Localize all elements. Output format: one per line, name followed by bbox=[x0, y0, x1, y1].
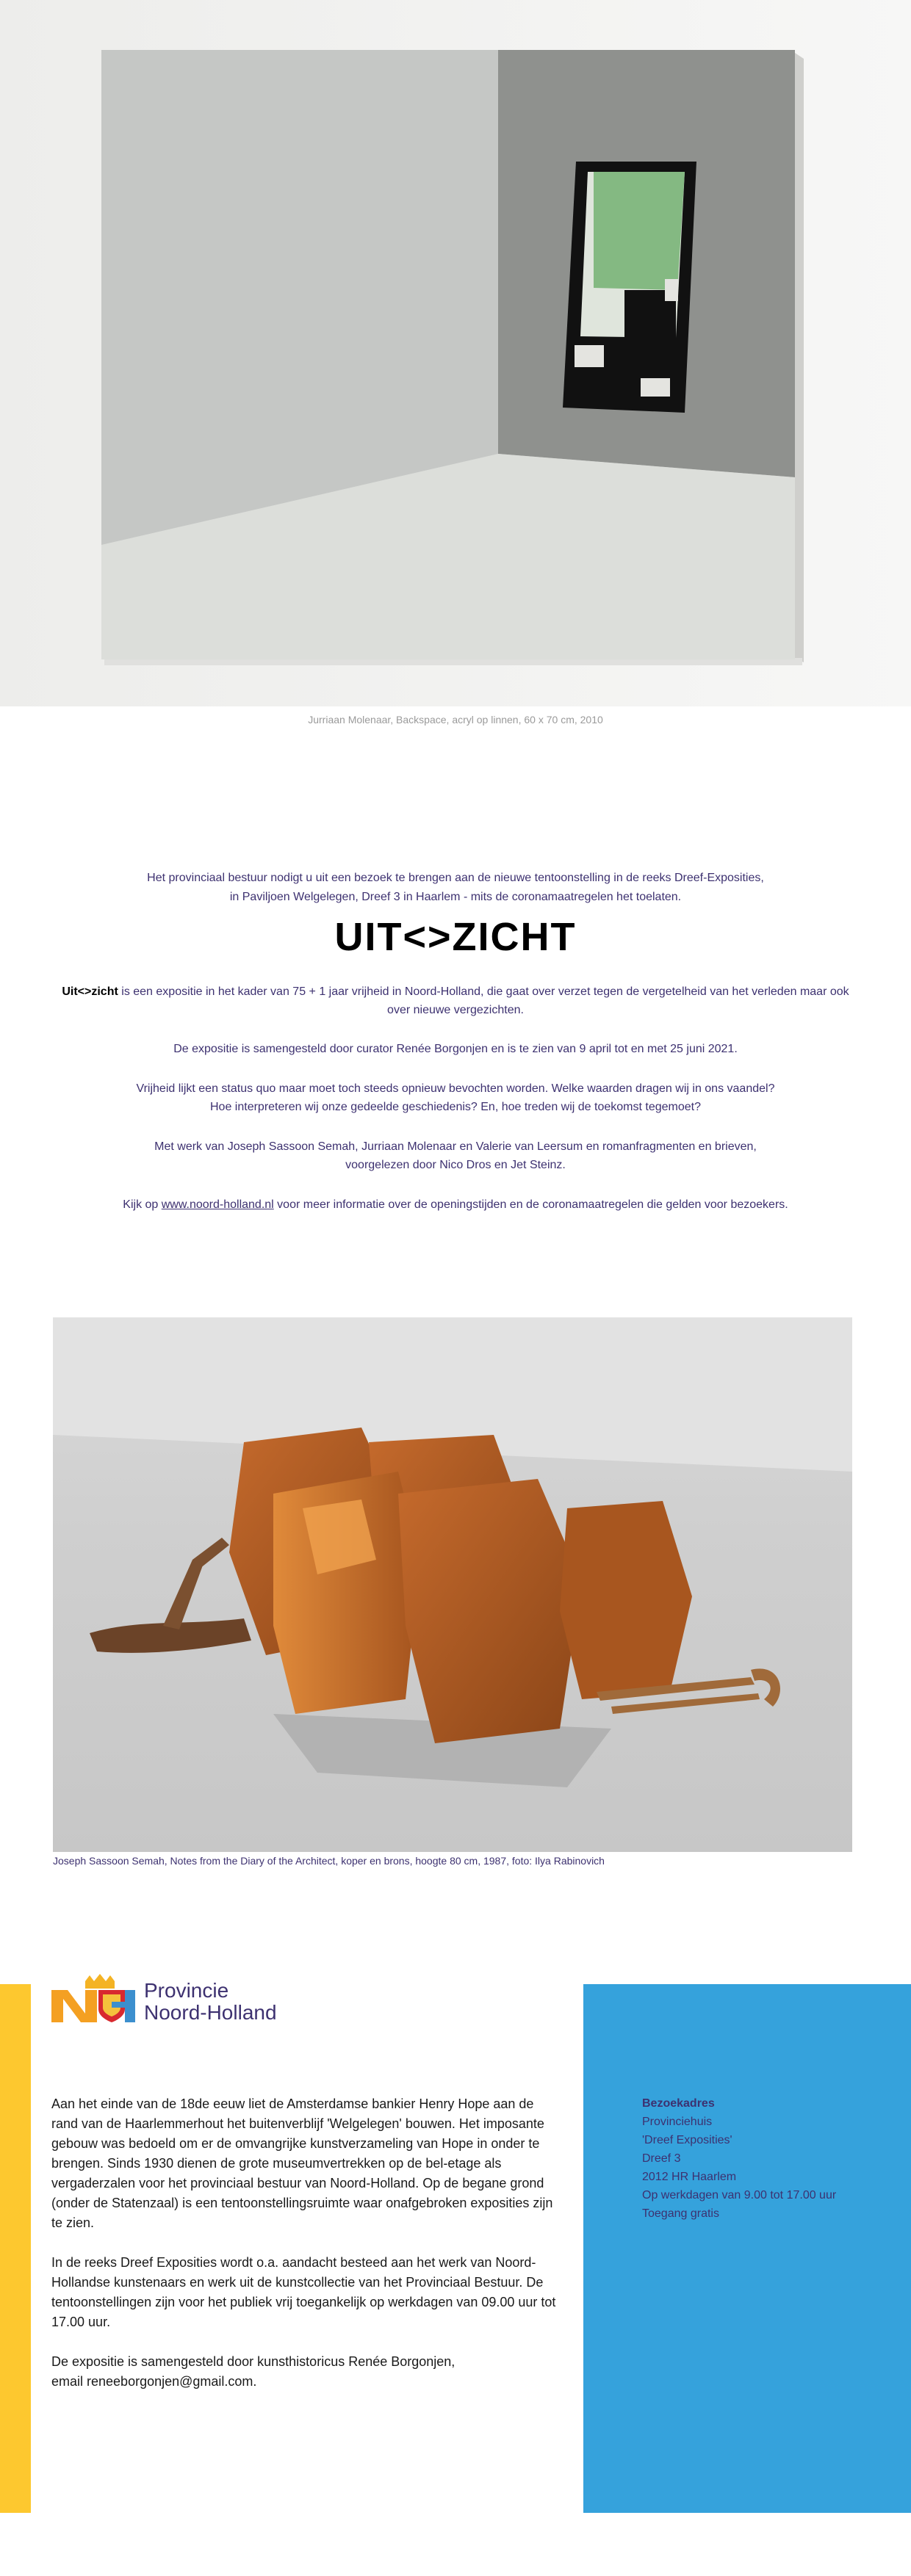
website-link[interactable]: www.noord-holland.nl bbox=[161, 1198, 274, 1211]
logo-line-1: Provincie bbox=[144, 1979, 229, 2002]
curator-paragraph: De expositie is samengesteld door curator Renée Borgonjen en is te zien van 9 april tot en met 25 juni 2021. bbox=[173, 1043, 738, 1055]
invitation-line-1: Het provinciaal bestuur nodigt u uit een bezoek te brengen aan de nieuwe tentoonstelling in de reeks Dreef-Exposities, bbox=[147, 872, 764, 884]
yellow-accent-bar bbox=[0, 1984, 31, 2513]
about-text bbox=[51, 2094, 558, 2412]
painting-photo bbox=[0, 0, 911, 706]
exhibition-title: UIT<>ZICHT bbox=[334, 915, 577, 959]
invitation-line-2: in Paviljoen Welgelegen, Dreef 3 in Haarlem - mits de coronamaatregelen het toelaten. bbox=[229, 891, 682, 903]
visitor-line: Provinciehuis bbox=[642, 2116, 713, 2128]
works-line-2: voorgelezen door Nico Dros en Jet Steinz. bbox=[345, 1159, 566, 1171]
works-paragraph bbox=[59, 1137, 852, 1174]
about-paragraph-3 bbox=[51, 2352, 558, 2392]
intro-paragraph bbox=[59, 983, 852, 1019]
info-paragraph bbox=[59, 1195, 852, 1214]
invitation-text bbox=[0, 869, 911, 907]
visitor-line: Toegang gratis bbox=[642, 2207, 719, 2220]
freedom-line-1: Vrijheid lijkt een status quo maar moet toch steeds opnieuw bevochten worden. Welke waarden dragen wij in ons vaandel? bbox=[136, 1082, 775, 1095]
province-logo-text bbox=[144, 1980, 277, 2024]
freedom-paragraph bbox=[59, 1079, 852, 1116]
about-paragraph-1: Aan het einde van de 18de eeuw liet de Amsterdamse bankier Henry Hope aan de rand van de Haarlemmerhout het buitenverblijf 'Welgelegen' bouwen. Het imposante gebouw was bedoeld om er de omvangrijke kunstverzameling van Hope in onder te brengen. Sinds 1930 dienen de grote museumvertrekken op de bel-etage als vergaderzalen voor het provinciaal bestuur van Noord-Holland. Op de begane grond (onder de Statenzaal) is een tentoonstellingsruimte waar onafgebroken exposities zijn te zien. bbox=[51, 2096, 553, 2230]
intro-lead: Uit<>zicht bbox=[62, 985, 118, 998]
logo-line-2: Noord-Holland bbox=[144, 2001, 277, 2024]
visitor-info-panel bbox=[583, 1984, 911, 2513]
visitor-line: 2012 HR Haarlem bbox=[642, 2171, 737, 2183]
info-post: voor meer informatie over de openingstijden en de coronamaatregelen die gelden voor bezoekers. bbox=[273, 1198, 788, 1211]
painting-caption: Jurriaan Molenaar, Backspace, acryl op linnen, 60 x 70 cm, 2010 bbox=[308, 714, 603, 726]
visitor-line: Op werkdagen van 9.00 tot 17.00 uur bbox=[642, 2189, 837, 2201]
visitor-address bbox=[642, 2094, 892, 2223]
about-paragraph-2: In de reeks Dreef Exposities wordt o.a. aandacht besteed aan het werk van Noord-Hollandse kunstenaars en werk uit de kunstcollectie van het Provinciaal Bestuur. De tentoonstellingen zijn voor het publiek vrij toegankelijk op werkdagen van 09.00 uur tot 17.00 uur. bbox=[51, 2255, 556, 2329]
visitor-heading: Bezoekadres bbox=[642, 2097, 715, 2110]
works-line-1: Met werk van Joseph Sassoon Semah, Jurriaan Molenaar en Valerie van Leersum en romanfragmenten en brieven, bbox=[154, 1140, 757, 1153]
visitor-line: Dreef 3 bbox=[642, 2152, 681, 2165]
freedom-line-2: Hoe interpreteren wij onze gedeelde geschiedenis? En, hoe treden wij de toekomst tegemoet? bbox=[210, 1101, 701, 1113]
about-credit: De expositie is samengesteld door kunsthistoricus Renée Borgonjen, bbox=[51, 2354, 455, 2369]
about-email: email reneeborgonjen@gmail.com. bbox=[51, 2374, 257, 2389]
sculpture-caption: Joseph Sassoon Semah, Notes from the Diary of the Architect, koper en brons, hoogte 80 cm, 1987, foto: Ilya Rabinovich bbox=[53, 1855, 605, 1867]
sculpture-photo bbox=[53, 1317, 852, 1852]
info-pre: Kijk op bbox=[123, 1198, 162, 1211]
visitor-line: 'Dreef Exposities' bbox=[642, 2134, 732, 2146]
intro-rest: is een expositie in het kader van 75 + 1 jaar vrijheid in Noord-Holland, die gaat over verzet tegen de vergetelheid van het verleden maar ook over nieuwe vergezichten. bbox=[118, 985, 849, 1016]
